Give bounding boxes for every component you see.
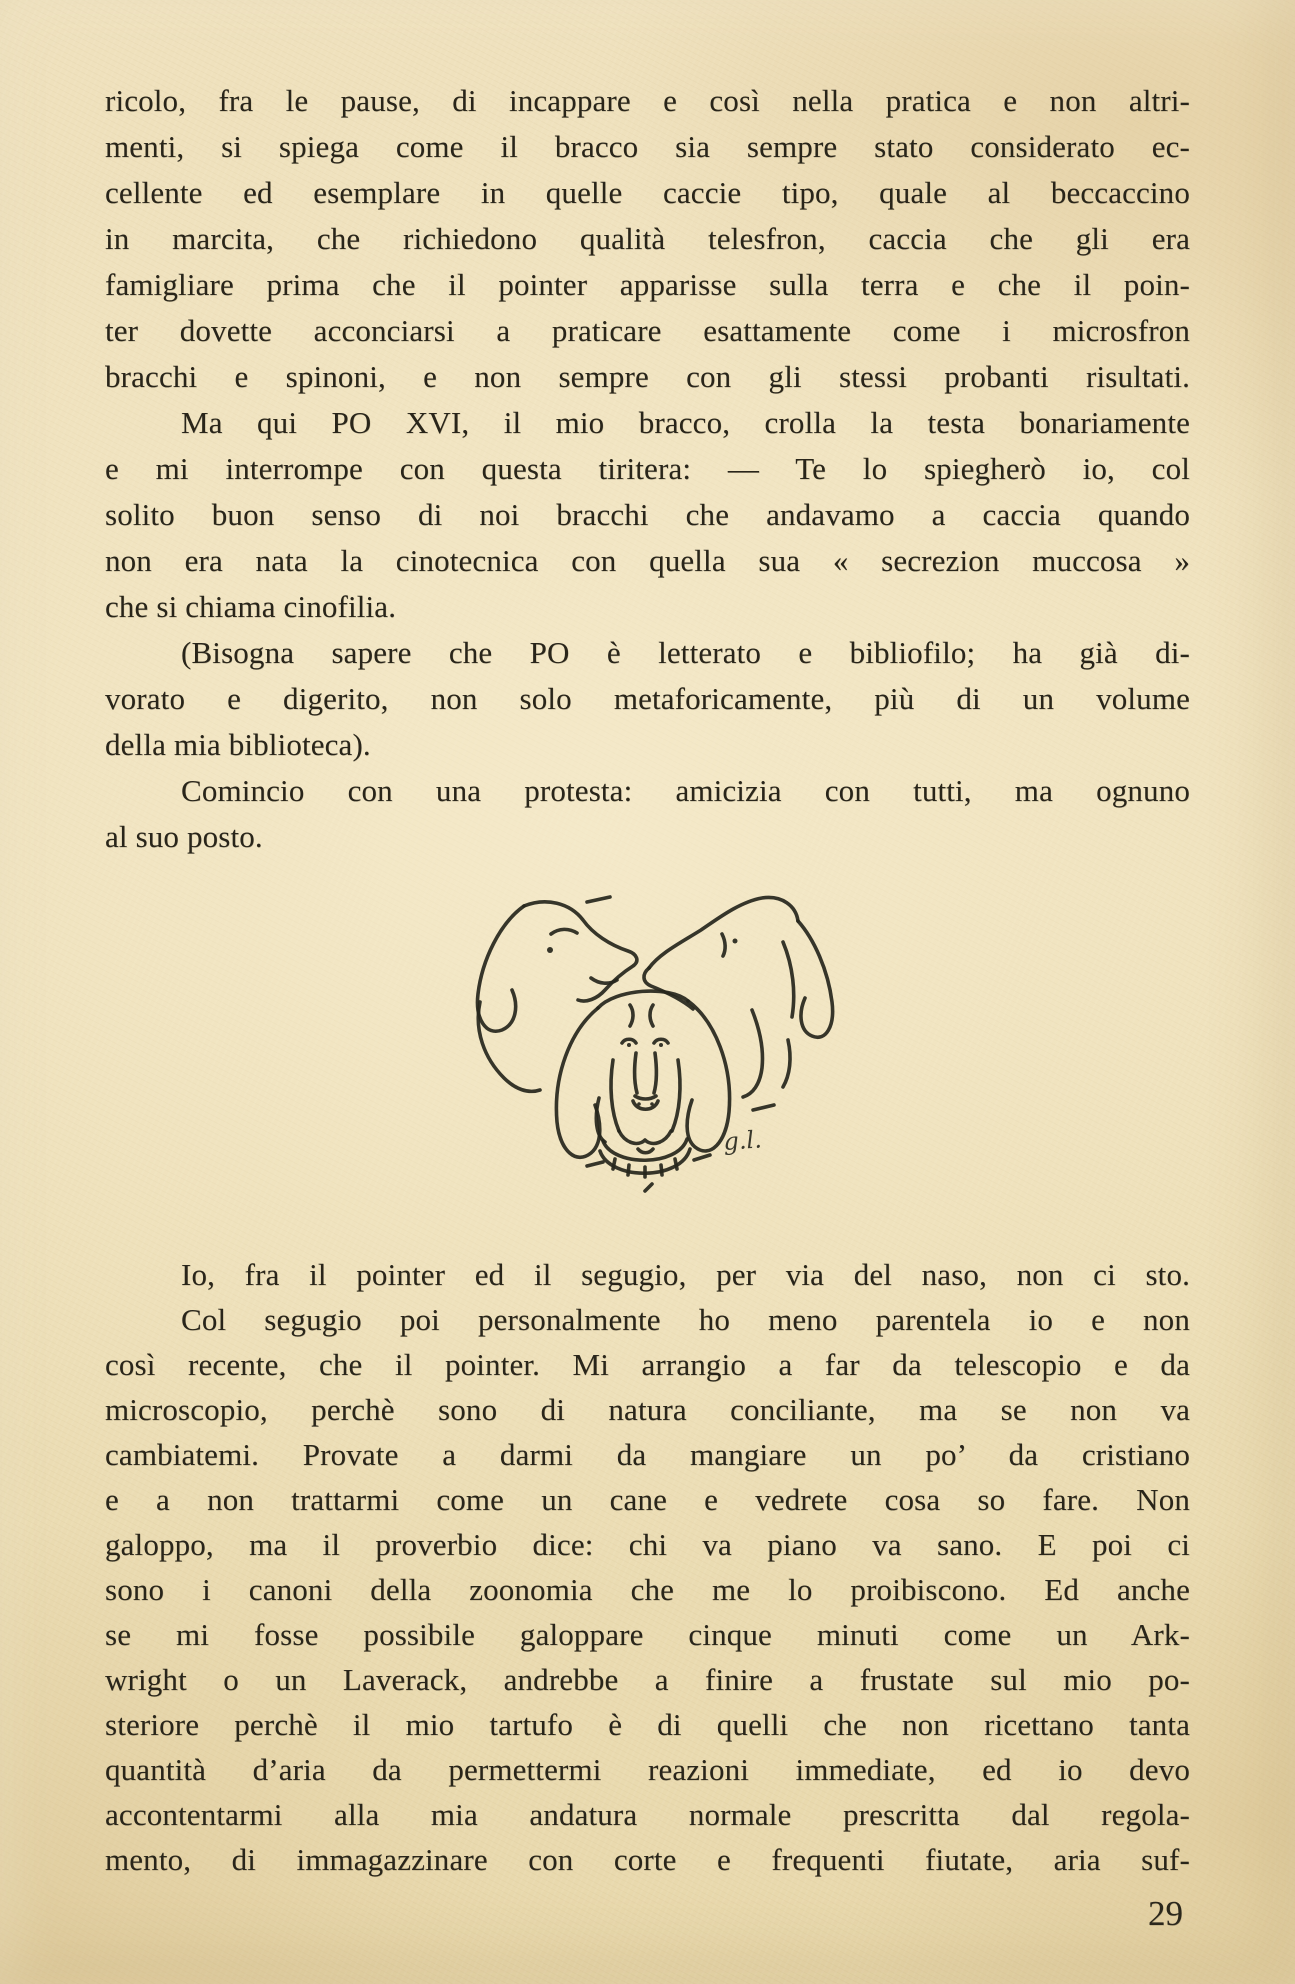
text-block-upper	[105, 78, 1190, 860]
text-line: non era nata la cinotecnica con quella sua « secrezion muccosa »	[105, 543, 1190, 578]
text-line: così recente, che il pointer. Mi arrangio a far da telescopio e da	[105, 1347, 1190, 1382]
text-line: vorato e digerito, non solo metaforicamente, più di un volume	[105, 681, 1190, 716]
text-line: cellente ed esemplare in quelle caccie tipo, quale al beccaccino	[105, 175, 1190, 210]
text-block-lower	[105, 1252, 1190, 1882]
text-line: al suo posto.	[105, 819, 263, 854]
text-line: bracchi e spinoni, e non sempre con gli stessi probanti risultati.	[105, 359, 1190, 394]
text-line: galoppo, ma il proverbio dice: chi va piano va sano. E poi ci	[105, 1527, 1190, 1562]
text-line: della mia biblioteca).	[105, 727, 371, 762]
text-line: ter dovette acconciarsi a praticare esattamente come i microsfron	[105, 313, 1190, 348]
center-dog-head	[556, 991, 729, 1191]
page-number: 29	[1148, 1894, 1183, 1933]
text-line: cambiatemi. Provate a darmi da mangiare un po’ da cristiano	[105, 1437, 1190, 1472]
text-line: sono i canoni della zoonomia che me lo proibiscono. Ed anche	[105, 1572, 1190, 1607]
text-line: in marcita, che richiedono qualità telesfron, caccia che gli era	[105, 221, 1190, 256]
right-dog-head	[644, 898, 833, 1110]
text-line: steriore perchè il mio tartufo è di quelli che non ricettano tanta	[105, 1707, 1190, 1742]
text-line: accontentarmi alla mia andatura normale prescritta dal regola-	[105, 1797, 1190, 1832]
text-line: se mi fosse possibile galoppare cinque minuti come un Ark-	[105, 1617, 1190, 1652]
text-line: microscopio, perchè sono di natura conciliante, ma se non va	[105, 1392, 1190, 1427]
text-line: che si chiama cinofilia.	[105, 589, 397, 624]
text-line: (Bisogna sapere che PO è letterato e bibliofilo; ha già di-	[181, 635, 1190, 670]
text-line: solito buon senso di noi bracchi che andavamo a caccia quando	[105, 497, 1190, 532]
text-line: ricolo, fra le pause, di incappare e così nella pratica e non altri-	[105, 83, 1190, 118]
text-line: famigliare prima che il pointer apparisse sulla terra e che il poin-	[105, 267, 1190, 302]
text-line: mento, di immagazzinare con corte e frequenti fiutate, aria suf-	[105, 1842, 1190, 1877]
text-line: wright o un Laverack, andrebbe a finire a frustate sul mio po-	[105, 1662, 1190, 1697]
text-line: Io, fra il pointer ed il segugio, per via del naso, non ci sto.	[181, 1257, 1190, 1292]
text-line: quantità d’aria da permettermi reazioni immediate, ed io devo	[105, 1752, 1190, 1787]
sketch-signature: g.l.	[722, 1125, 763, 1156]
text-line: e mi interrompe con questa tiritera: — Te lo spiegherò io, col	[105, 451, 1190, 486]
text-line: menti, si spiega come il bracco sia sempre stato considerato ec-	[105, 129, 1190, 164]
text-line: Col segugio poi personalmente ho meno parentela io e non	[181, 1302, 1190, 1337]
text-line: Comincio con una protesta: amicizia con tutti, ma ognuno	[181, 773, 1190, 808]
dog-sketch-illustration	[452, 890, 842, 1200]
text-line: e a non trattarmi come un cane e vedrete cosa so fare. Non	[105, 1482, 1190, 1517]
text-line: Ma qui PO XVI, il mio bracco, crolla la testa bonariamente	[181, 405, 1190, 440]
